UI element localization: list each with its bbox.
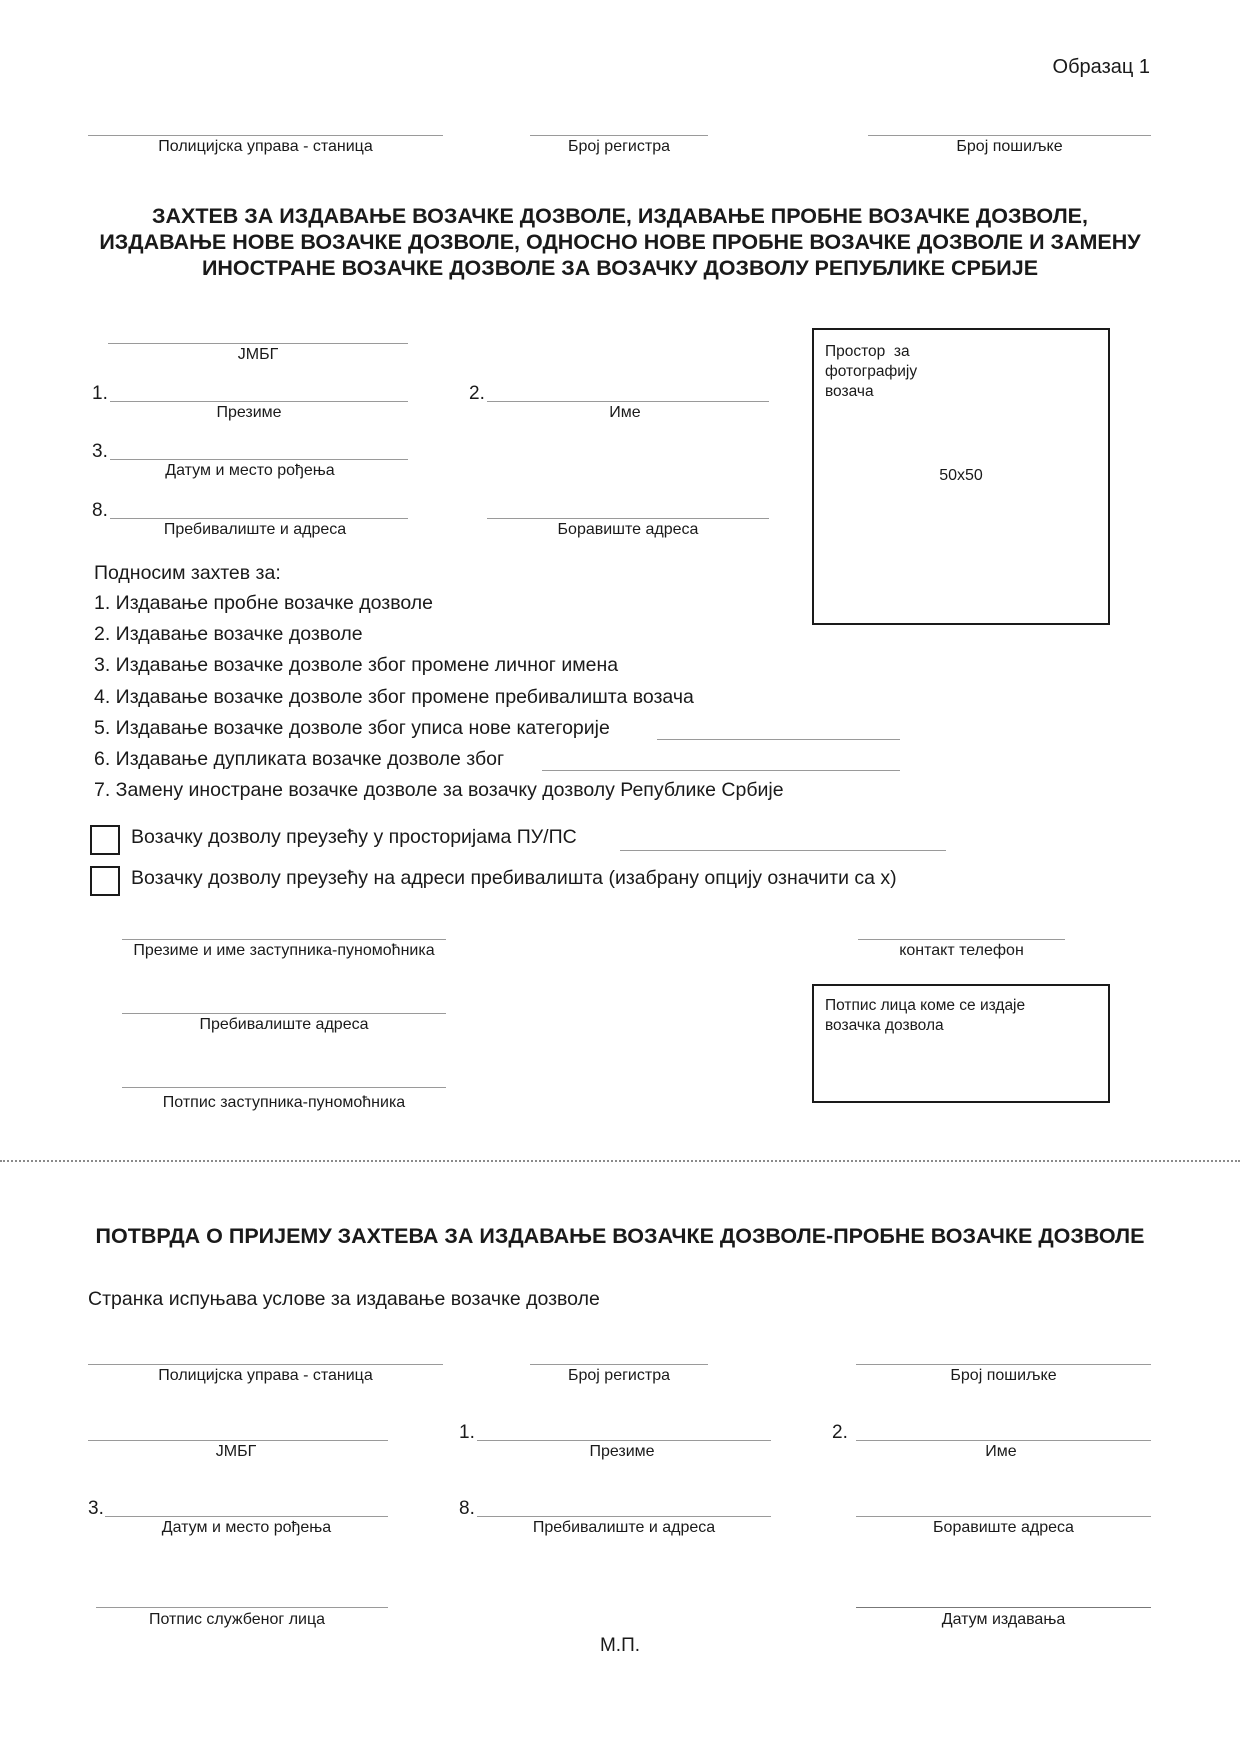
official-signature-label: Потпис службеног лица <box>148 1611 326 1628</box>
request-option-5: 5. Издавање возачке дозволе због уписа нове категорије <box>94 717 610 739</box>
request-option-6: 6. Издавање дупликата возачке дозволе због <box>94 748 505 770</box>
field-number-1: 1. <box>92 383 108 404</box>
request-option-1: 1. Издавање пробне возачке дозволе <box>94 592 433 614</box>
confirmation-surname-line[interactable] <box>477 1440 771 1441</box>
representative-name-line[interactable] <box>122 939 446 940</box>
shipment-number-label: Број пошиљке <box>956 138 1063 155</box>
form-title <box>40 203 1200 281</box>
cut-line <box>0 1160 1240 1162</box>
pickup-address-checkbox[interactable] <box>90 866 120 896</box>
confirmation-register-number-line[interactable] <box>530 1364 708 1365</box>
surname-label: Презиме <box>216 404 282 421</box>
photo-box-text <box>825 342 917 402</box>
pickup-station-line[interactable] <box>620 850 946 851</box>
confirmation-shipment-number-label: Број пошиљке <box>950 1367 1057 1384</box>
photo-size: 50x50 <box>939 467 983 484</box>
confirmation-stay-line[interactable] <box>856 1516 1151 1517</box>
pickup-address-label: Возачку дозволу преузећу на адреси пребивалишта (изабрану опцију означити са х) <box>131 867 897 889</box>
stamp-placeholder: М.П. <box>599 1635 641 1656</box>
form-number: Образац 1 <box>1052 56 1150 78</box>
confirmation-title: ПОТВРДА О ПРИЈЕМУ ЗАХТЕВА ЗА ИЗДАВАЊЕ ВОЗАЧКЕ ДОЗВОЛЕ-ПРОБНЕ ВОЗАЧКЕ ДОЗВОЛЕ <box>95 1224 1145 1248</box>
photo-box-line-2: фотографију <box>825 363 918 380</box>
field-number-3: 3. <box>92 441 108 462</box>
police-station-label: Полицијска управа - станица <box>158 138 373 155</box>
request-option-4: 4. Издавање возачке дозволе због промене пребивалишта возача <box>94 686 694 708</box>
confirmation-name-label: Име <box>985 1443 1017 1460</box>
confirmation-name-line[interactable] <box>856 1440 1151 1441</box>
official-signature-line[interactable] <box>96 1607 388 1608</box>
confirmation-stay-label: Боравиште адреса <box>933 1519 1074 1536</box>
confirmation-surname-label: Презиме <box>589 1443 655 1460</box>
pickup-station-checkbox[interactable] <box>90 825 120 855</box>
issue-date-label: Датум издавања <box>941 1611 1066 1628</box>
confirmation-birth-line[interactable] <box>105 1516 388 1517</box>
stay-label: Боравиште адреса <box>557 521 699 538</box>
representative-residence-line[interactable] <box>122 1013 446 1014</box>
photo-box-line-3: возача <box>825 383 874 400</box>
residence-label: Пребивалиште и адреса <box>163 521 347 538</box>
form-title-line-2: ИЗДАВАЊЕ НОВЕ ВОЗАЧКЕ ДОЗВОЛЕ, ОДНОСНО НОВЕ ПРОБНЕ ВОЗАЧКЕ ДОЗВОЛЕ И ЗАМЕНУ <box>99 230 1141 254</box>
confirmation-field-number-8: 8. <box>459 1498 475 1519</box>
form-title-line-3: ИНОСТРАНЕ ВОЗАЧКЕ ДОЗВОЛЕ ЗА ВОЗАЧКУ ДОЗВОЛУ РЕПУБЛИКЕ СРБИЈЕ <box>201 256 1039 280</box>
signature-box-text <box>825 996 1025 1036</box>
confirmation-field-number-2: 2. <box>832 1422 848 1443</box>
pickup-station-label: Возачку дозволу преузећу у просторијама ПУ/ПС <box>131 826 577 848</box>
stay-line[interactable] <box>487 518 769 519</box>
confirmation-field-number-3: 3. <box>88 1498 104 1519</box>
duplicate-reason-line[interactable] <box>542 770 900 771</box>
surname-line[interactable] <box>110 401 408 402</box>
field-number-2: 2. <box>469 383 485 404</box>
signature-box-line-1: Потпис лица коме се издаје <box>825 997 1026 1014</box>
request-option-2: 2. Издавање возачке дозволе <box>94 623 363 645</box>
confirmation-register-number-label: Број регистра <box>568 1367 670 1384</box>
jmbg-label: ЈМБГ <box>237 346 279 363</box>
signature-box[interactable] <box>812 984 1110 1103</box>
confirmation-police-station-line[interactable] <box>88 1364 443 1365</box>
signature-box-line-2: возачка дозвола <box>825 1017 944 1034</box>
confirmation-residence-line[interactable] <box>477 1516 771 1517</box>
birth-line[interactable] <box>110 459 408 460</box>
police-station-line[interactable] <box>88 135 443 136</box>
shipment-number-line[interactable] <box>868 135 1151 136</box>
photo-box-line-1: Простор за <box>825 343 910 360</box>
jmbg-line[interactable] <box>108 343 408 344</box>
confirmation-jmbg-line[interactable] <box>88 1440 388 1441</box>
register-number-line[interactable] <box>530 135 708 136</box>
representative-signature-label: Потпис заступника-пуномоћника <box>162 1094 406 1111</box>
confirmation-police-station-label: Полицијска управа - станица <box>158 1367 373 1384</box>
confirmation-jmbg-label: ЈМБГ <box>215 1443 257 1460</box>
confirmation-birth-label: Датум и место рођења <box>161 1519 332 1536</box>
register-number-label: Број регистра <box>568 138 670 155</box>
confirmation-shipment-number-line[interactable] <box>856 1364 1151 1365</box>
confirmation-residence-label: Пребивалиште и адреса <box>532 1519 716 1536</box>
confirmation-statement: Странка испуњава услове за издавање возачке дозволе <box>88 1288 600 1310</box>
issue-date-line[interactable] <box>856 1607 1151 1608</box>
new-category-line[interactable] <box>657 739 900 740</box>
photo-box <box>812 328 1110 625</box>
field-number-8: 8. <box>92 500 108 521</box>
contact-phone-label: контакт телефон <box>899 942 1024 959</box>
representative-name-label: Презиме и име заступника-пуномоћника <box>133 942 435 959</box>
form-title-line-1: ЗАХТЕВ ЗА ИЗДАВАЊЕ ВОЗАЧКЕ ДОЗВОЛЕ, ИЗДАВАЊЕ ПРОБНЕ ВОЗАЧКЕ ДОЗВОЛЕ, <box>152 204 1088 228</box>
request-option-3: 3. Издавање возачке дозволе због промене личног имена <box>94 654 619 676</box>
representative-signature-line[interactable] <box>122 1087 446 1088</box>
confirmation-field-number-1: 1. <box>459 1422 475 1443</box>
representative-residence-label: Пребивалиште адреса <box>199 1016 369 1033</box>
birth-label: Датум и место рођења <box>165 462 335 479</box>
contact-phone-line[interactable] <box>858 939 1065 940</box>
name-label: Име <box>609 404 641 421</box>
request-intro: Подносим захтев за: <box>94 562 281 584</box>
residence-line[interactable] <box>110 518 408 519</box>
name-line[interactable] <box>487 401 769 402</box>
request-option-7: 7. Замену иностране возачке дозволе за возачку дозволу Републике Србије <box>94 779 784 801</box>
